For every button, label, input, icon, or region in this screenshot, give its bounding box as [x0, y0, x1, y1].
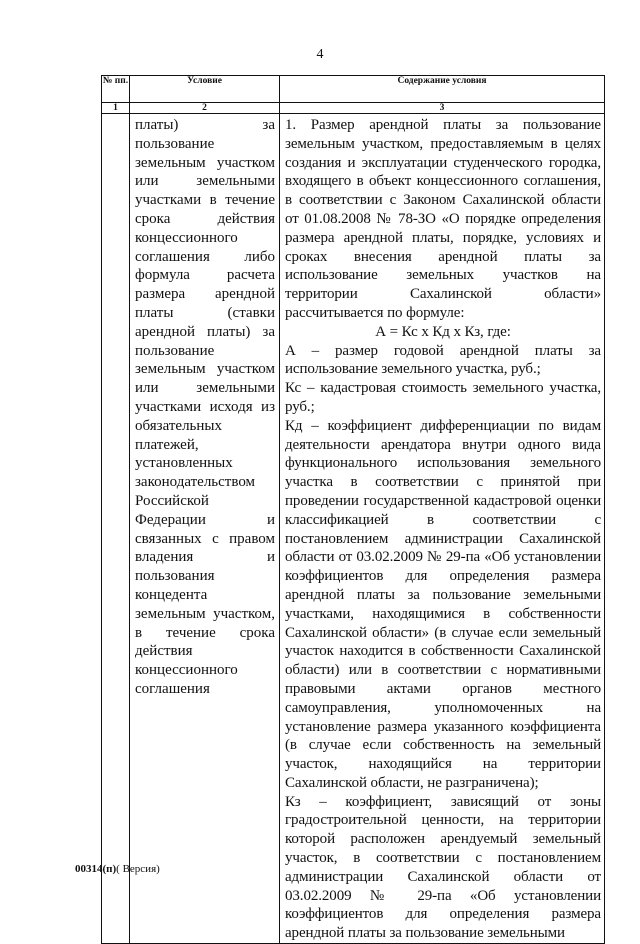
content-paragraph-intro: 1. Размер арендной платы за пользование земельным участком, предоставляемым в целях создания и эксплуатации студенческого городка, входящего в объект концессионного соглашения, в соответствии с Законом Сахалинской области от 01.08.2008 № 78-ЗО «О порядке определения размера арендной платы, порядке, условиях и сроках внесения арендной платы за использование земельных участков на территории Сахалинской области» рассчитывается по формуле:	[285, 117, 601, 321]
table-row	[102, 114, 605, 944]
content-paragraph-a: А – размер годовой арендной платы за использование земельного участка, руб.;	[285, 342, 601, 378]
condition-text: платы) за пользование земельным участком или земельными участками в течение срока действия концессионного соглашения либо формула расчета размера арендной платы (ставки арендной платы) за пользование земельным участком или земельными участками исходя из обязательных платежей, установленных законодательством Российской Федерации и связанных с правом владения и пользования концедента земельным участком, в течение срока действия концессионного соглашения	[135, 117, 275, 697]
condition-cell	[130, 114, 280, 944]
conditions-table	[101, 75, 605, 944]
page-number: 4	[316, 47, 324, 62]
footer-code: 00314(п)	[75, 863, 117, 875]
header-num: № пп.	[102, 76, 130, 103]
footer-label: ( Версия)	[116, 863, 160, 875]
column-number-row	[102, 103, 605, 114]
column-number-3: 3	[280, 103, 605, 114]
footer	[75, 863, 160, 875]
content-text	[280, 114, 604, 943]
content-paragraph-kd: Кд – коэффициент дифференциации по видам деятельности арендатора внутри одного вида функционального использования земельного участка в соответствии с принятой при проведении государственной кадастровой оценки классификацией в соответствии с постановлением администрации Сахалинской области от 03.02.2009 № 29-па «Об установлении коэффициентов для определения размера арендной платы за пользование земельными участками, находящимися в собственности Сахалинской области» (в случае если земельный участок находится в собственности Сахалинской области) или в соответствии с нормативными правовыми актами органов местного самоуправления, уполномоченных на установление размера указанного коэффициента (в случае если собственность на земельный участок, находящийся на территории Сахалинской области, не разграничена);	[285, 417, 601, 791]
header-condition: Условие	[130, 76, 280, 103]
content-cell	[280, 114, 605, 944]
header-content: Содержание условия	[280, 76, 605, 103]
row-num-cell	[102, 114, 130, 944]
column-number-1: 1	[102, 103, 130, 114]
column-number-2: 2	[130, 103, 280, 114]
content-paragraph-kz: Кз – коэффициент, зависящий от зоны градостроительной ценности, на территории которой расположен арендуемый земельный участок, в соответствии с постановлением администрации Сахалинской области от 03.02.2009 № 29-па «Об установлении коэффициентов для определения размера арендной платы за пользование земельными	[285, 793, 601, 942]
content-paragraph-kc: Кс – кадастровая стоимость земельного участка, руб.;	[285, 380, 601, 415]
content-formula: А = Кс х Кд х Кз, где:	[375, 323, 511, 340]
table-header-row	[102, 76, 605, 103]
